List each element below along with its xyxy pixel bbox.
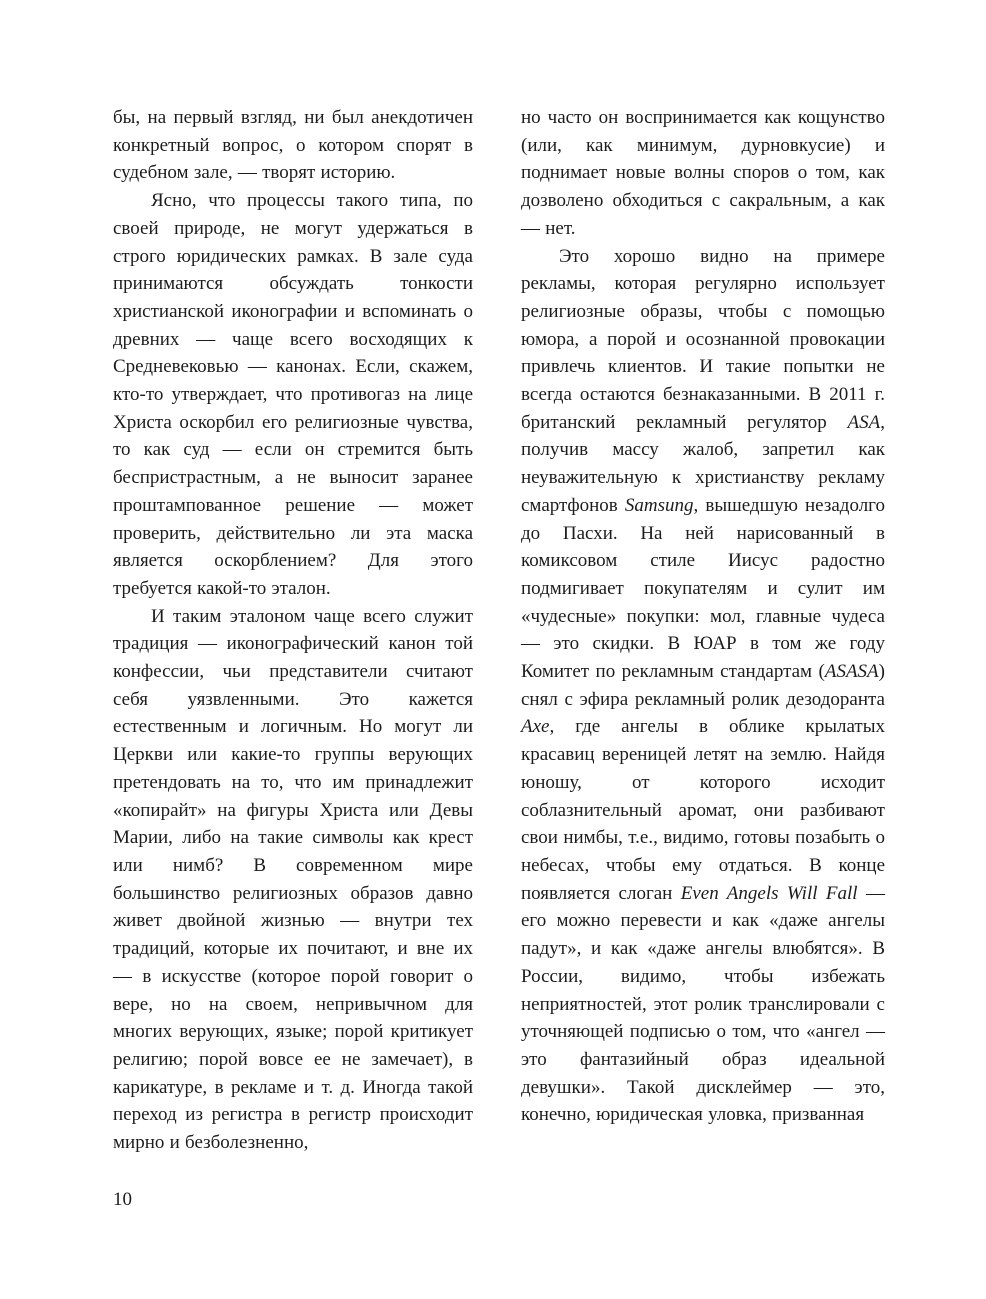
paragraph [521,104,885,243]
text-run: , вышедшую незадолго до Пасхи. На ней нарисованный в комиксовом стиле Иисус радостно подмигивает покупателям и сулит им «чудесные» покупки: мол, главные чудеса — это скидки. В ЮАР в том же году Комитет по рекламным стандартам ( [521,494,885,683]
page-number: 10 [113,1189,132,1210]
text-run: И таким эталоном чаще всего служит традиция — иконографический канон той конфессии, чьи представители считают себя уязвленными. Это кажется естественным и логичным. Но могут ли Церкви или какие-то группы верующих претендовать на то, что им принадлежит «копирайт» на фигуры Христа или Девы Марии, либо на такие символы как крест или нимб? В современном мире большинство религиозных образов давно живет двойной жизнью — внутри тех традиций, которые их почитают, и вне их — в искусстве (которое порой говорит о вере, но на своем, непривычном для многих верующих, языке; порой критикует религию; порой вовсе ее не замечает), в карикатуре, в рекламе и т. д. Иногда такой переход из регистра в регистр происходит мирно и безболезненно, [113,605,473,1154]
paragraph [521,243,885,1130]
italic-text-run: Even Angels Will Fall [680,882,858,904]
text-run: — его можно перевести и как «даже ангелы падут», и как «даже ангелы влюбятся». В России, видимо, чтобы избежать неприятностей, этот ролик транслировали с уточняющей подписью о том, что «ангел — это фантазийный образ идеальной девушки». Такой дисклеймер — это, конечно, юридическая уловка, призванная [521,882,885,1126]
paragraph [113,187,473,603]
text-run: Это хорошо видно на примере рекламы, которая регулярно использует религиозные образы, чтобы с помощью юмора, а порой и осознанной провокации привлечь клиентов. И такие попытки не всегда остаются безнаказанными. В 2011 г. британский рекламный регулятор [521,245,885,433]
italic-text-run: Axe [521,716,550,738]
text-columns [113,104,885,1157]
italic-text-run: ASASA [824,661,879,683]
paragraph [113,603,473,1157]
right-column [521,104,885,1157]
text-run: ) снял с эфира рекламный ролик дезодоранта [521,661,885,710]
paragraph [113,104,473,187]
left-column [113,104,473,1157]
text-run: Ясно, что процессы такого типа, по своей природе, не могут удержаться в строго юридических рамках. В зале суда принимаются обсуждать тонкости христианской иконографии и вспоминать о древних — чаще всего восходящих к Средневековью — канонах. Если, скажем, кто-то утверждает, что противогаз на лице Христа оскорбил его религиозные чувства, то как суд — если он стремится быть беспристрастным, а не выносит заранее проштампованное решение — может проверить, действительно ли эта маска является оскорблением? Для этого требуется какой-то эталон. [113,190,473,599]
text-run: но часто он воспринимается как кощунство (или, как минимум, дурновкусие) и поднимает новые волны споров о том, как дозволено обходиться с сакральным, а как — нет. [521,107,885,239]
italic-text-run: ASA [847,411,881,433]
text-run: бы, на первый взгляд, ни был анекдотичен конкретный вопрос, о котором спорят в судебном зале, — творят историю. [113,107,473,184]
text-run: , получив массу жалоб, запретил как неуважительную к христианству рекламу смартфонов [521,411,885,516]
italic-text-run: Samsung [624,494,694,516]
text-run: , где ангелы в облике крылатых красавиц вереницей летят на землю. Найдя юношу, от которого исходит соблазнительный аромат, они разбивают свои нимбы, т.е., видимо, готовы позабыть о небесах, чтобы ему отдаться. В конце появляется слоган [521,716,885,904]
